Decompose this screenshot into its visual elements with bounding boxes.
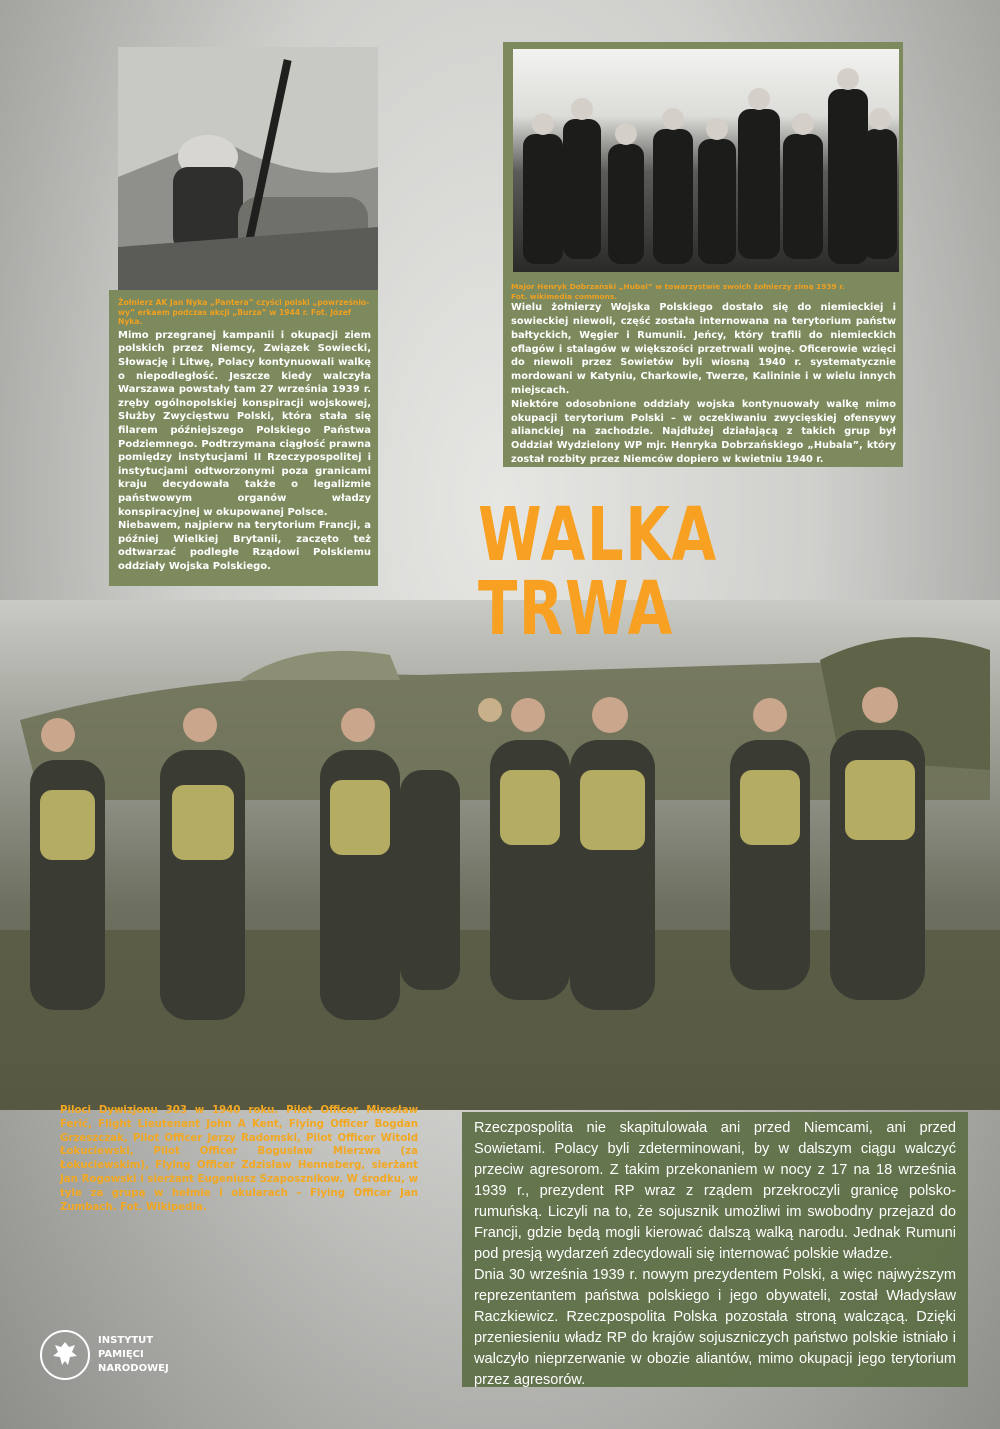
page-title: WALKA TRWA <box>478 492 718 652</box>
eagle-emblem-graphic <box>42 1332 88 1378</box>
hubal-photo-caption-line2: Fot. wikimedia commons. <box>511 291 618 301</box>
soldier-photo-caption: Żołnierz AK Jan Nyka „Pantera” czyści polski „powrześnio-wy” erkaem podczas akcji „Burza” w 1944 r. Fot. Józef Nyka. <box>118 298 370 327</box>
soldier-photo-graphic <box>118 47 378 290</box>
paragraph: Niektóre odosobnione oddziały wojska kontynuowały walkę mimo okupacji terytorium Polski – w oczekiwaniu zwycięskiej ofensywy alianckiej na zachodzie. Najdłużej działającą z takich grup był Oddział Wydzielony WP mjr. Henryka Dobrzańskiego „Hubala”, który został rozbity przez Niemców dopiero w kwietniu 1940 r. <box>511 398 896 465</box>
logo-line: NARODOWEJ <box>98 1363 169 1374</box>
paragraph: Wielu żołnierzy Wojska Polskiego dostało się do niemieckiej i sowieckiej niewoli, część została internowana na terytorium państw bałtyckich, Węgier i Rumunii. Jeńcy, który trafili do niemieckich oflagów i stalagów w większości przetrwali wojnę. Oficerowie wzięci do niewoli przez Sowietów byli wiosną 1940 r. systematycznie mordowani w Katyniu, Charkowie, Twerze, Kalininie i w wielu innych miejscach. <box>511 302 896 396</box>
bottom-text-box <box>462 1112 968 1387</box>
hubal-photo-graphic <box>513 49 899 272</box>
hubal-text-box <box>503 42 903 467</box>
paragraph: Niebawem, najpierw na terytorium Francji, a później Wielkiej Brytanii, zaczęto też odtwarzać podległe Rządowi Polskiemu oddziały Wojska Polskiego. <box>118 520 371 572</box>
soldier-text-box <box>109 290 378 586</box>
pilots-photo-caption: Piloci Dywizjonu 303 w 1940 roku. Pilot Officer Mirosław Ferić, Flight Lieutenant John A Kent, Flying Officer Bogdan Grzeszczak, Pilot Officer Jerzy Radomski, Pilot Officer Witold Łokuciewski, Pilot Officer Bogusław Mierzwa (za Łokuciewskim), Flying Officer Zdzisław Henneberg, sierżant Jan Rogowski i sierżant Eugeniusz Szaposznikow. W środku, w tyle za grupą w hełmie i okularach – Flying Officer Jan Zumbach. Fot. Wikipedia. <box>60 1105 418 1213</box>
ipn-logo-text <box>98 1334 169 1376</box>
paragraph: Mimo przegranej kampanii i okupacji ziem polskich przez Niemcy, Związek Sowiecki, Słowację i Litwę, Polacy kontynuowali walkę o niepodległość. Jeszcze kiedy walczyła Warszawa powstały tam 27 września 1939 r. zręby ogólnopolskiej konspiracji wojskowej, Służby Zwycięstwu Polski, która stała się filarem późniejszego Polskiego Państwa Podziemnego. Podtrzymana ciągłość prawna pomiędzy instytucjami II Rzeczypospolitej i instytucjami odtworzonymi poza granicami kraju decydowała także o legalizmie państwowym organów władzy konspiracyjnej w okupowanej Polsce. <box>118 329 371 518</box>
pilots-photo <box>0 600 1000 1110</box>
eagle-emblem-icon <box>40 1330 90 1380</box>
ipn-logo <box>40 1330 200 1382</box>
paragraph: Rzeczpospolita nie skapitulowała ani przed Niemcami, ani przed Sowietami. Polacy byli zdeterminowani, by w dalszym ciągu walczyć przeciw agresorom. Z takim przekonaniem w nocy z 17 na 18 września 1939 r., prezydent RP wraz z rządem przekroczyli granicę polsko-rumuńską. Liczyli na to, że sojusznik umożliwi im swobodny przejazd do Francji, gdzie będą mogli kierować dalszą walką narodu. Jednak Rumuni pod presją wydarzeń zdecydowali się internować polskie władze. <box>474 1120 956 1262</box>
logo-line: INSTYTUT <box>98 1335 154 1346</box>
logo-line: PAMIĘCI <box>98 1349 144 1360</box>
paragraph: Dnia 30 września 1939 r. nowym prezydentem Polski, a więc najwyższym reprezentantem państwa polskiego i jego obywateli, został Władysław Raczkiewicz. Rzeczpospolita Polska pozostała stroną walczącą. Dzięki przeniesieniu władz RP do krajów sojuszniczych państwo polskie istniało i walczyło nieprzerwanie w obozie aliantów, mimo okupacji jego terytorium przez agresorów. <box>474 1267 956 1388</box>
hubal-photo <box>513 49 899 272</box>
soldier-photo <box>118 47 378 290</box>
hubal-photo-caption-line1: Major Henryk Dobrzański „Hubal” w towarzystwie swoich żołnierzy zimą 1939 r. <box>511 282 845 291</box>
pilots-photo-graphic <box>0 600 1000 1110</box>
